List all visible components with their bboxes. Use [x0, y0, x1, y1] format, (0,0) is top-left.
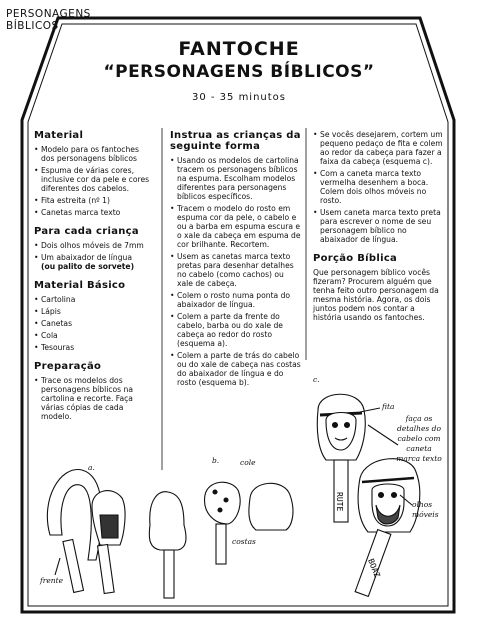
list-item: • Modelo para os fantoches dos personagens bíblicos — [34, 145, 152, 163]
figure-label-b: b. — [212, 456, 220, 465]
pointer-details — [368, 425, 398, 445]
duration: 30 - 35 minutos — [191, 92, 287, 103]
section-tag-line2: BÍBLICOS — [6, 20, 59, 32]
puppet-name-label: RUTE — [335, 492, 344, 512]
list-item: • Dois olhos móveis de 7mm — [34, 241, 152, 250]
list-item: • Cartolina — [34, 295, 152, 304]
puppet-name-label: BOAZ — [366, 557, 382, 579]
page-title: FANTOCHE — [178, 38, 300, 60]
list-item: • Colem a parte da frente do cabelo, barba ou do xale de cabeça ao redor do rosto (esquema a). — [170, 312, 302, 348]
figure-b-puppet-2 — [205, 482, 241, 564]
label-moving-eyes: olhos móveis — [412, 500, 439, 519]
material-heading: Material — [34, 130, 84, 141]
list-item: • Tesouras — [34, 343, 152, 352]
list-item: • Usem as canetas marca texto pretas para desenhar detalhes no cabelo (como cachos) ou xale de cabeça. — [170, 252, 302, 288]
list-item: • Usando os modelos de cartolina tracem os personagens bíblicos na espuma. Escolham modelos diferentes para personagens bíblicos específicos. — [170, 156, 302, 201]
label-costas: costas — [232, 537, 256, 546]
section-tag-line1: PERSONAGENS — [6, 8, 91, 20]
list-item-text: Um abaixador de língua — [41, 253, 132, 262]
figure-label-a: a. — [88, 463, 95, 472]
label-hair-details: faça os detalhes do cabelo com caneta marca texto — [396, 414, 442, 463]
list-item: • Colem a parte de trás do cabelo ou do xale de cabeça nas costas do abaixador de língua e do rosto (esquema b). — [170, 351, 302, 387]
label-cole: cole — [240, 458, 256, 467]
figure-b-puppet-1 — [149, 492, 186, 598]
prep-heading: Preparação — [34, 361, 102, 372]
instruct-heading: Instrua as crianças da seguinte forma — [170, 130, 301, 152]
list-item: • Com a caneta marca texto vermelha desenhem a boca. Colem dois olhos móveis no rosto. — [313, 169, 445, 205]
figure-c-puppet-boaz — [355, 459, 420, 597]
pointer-front — [55, 558, 60, 575]
list-item: • Se vocês desejarem, cortem um pequeno pedaço de fita e colem ao redor da cabeça para fazer a faixa da cabeça (esquema c). — [313, 130, 445, 166]
list-item: • Canetas — [34, 319, 152, 328]
list-item: • Espuma de várias cores, inclusive cor da pele e cores diferentes dos cabelos. — [34, 166, 152, 193]
portion-text: Que personagem bíblico vocês fizeram? Procurem alguém que tenha feito outro personagem da mesma história. Agora, os dois juntos podem nos contar a história usando os fantoches. — [313, 268, 439, 322]
list-item: • Usem caneta marca texto preta para escrever o nome de seu personagem bíblico no abaixador de língua. — [313, 208, 445, 244]
page-subtitle: “PERSONAGENS BÍBLICOS” — [103, 62, 375, 82]
list-item-note: (ou palito de sorvete) — [41, 262, 135, 271]
list-item: • Colem o rosto numa ponta do abaixador de língua. — [170, 291, 302, 309]
list-item: • Trace os modelos dos personagens bíblicos na cartolina e recorte. Faça várias cópias de cada modelo. — [34, 376, 152, 421]
per-child-heading: Para cada criança — [34, 226, 139, 237]
list-item: • Lápis — [34, 307, 152, 316]
list-item: • Fita estreita (nº 1) — [34, 196, 152, 205]
list-item: • Canetas marca texto — [34, 208, 152, 217]
label-fita: fita — [382, 402, 395, 411]
list-item: • Tracem o modelo do rosto em espuma cor da pele, o cabelo e ou a barba em espuma escura e o xale da cabeça em espuma de cor brilhante. Recortem. — [170, 204, 302, 249]
portion-heading: Porção Bíblica — [313, 253, 398, 264]
basic-heading: Material Básico — [34, 280, 126, 291]
list-item: • Cola — [34, 331, 152, 340]
figure-b-puppet-3 — [249, 483, 293, 530]
figure-label-c: c. — [313, 375, 320, 384]
label-frente: frente — [40, 576, 64, 585]
